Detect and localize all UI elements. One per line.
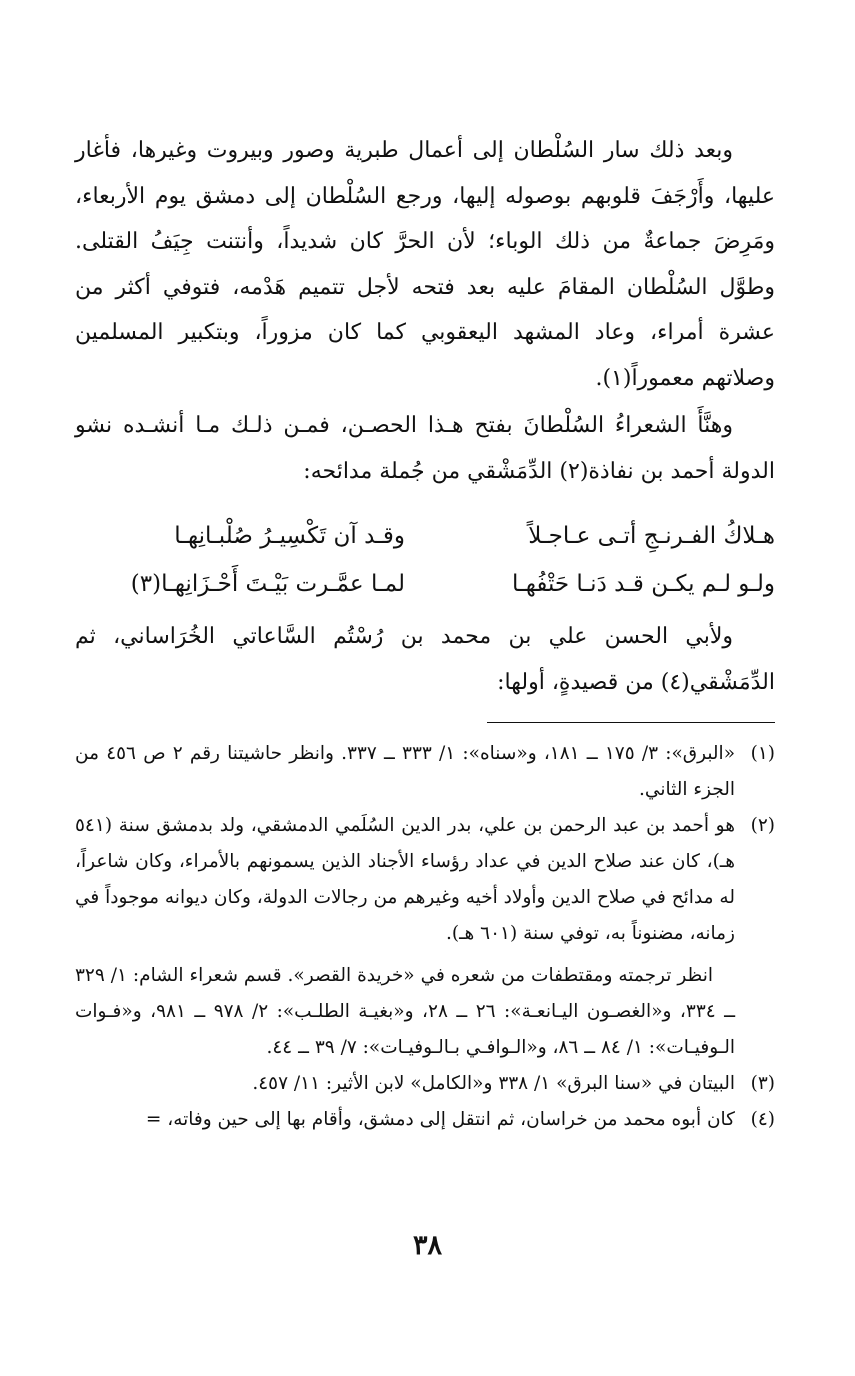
footnote-number: (٢) — [750, 815, 775, 836]
footnotes — [75, 736, 775, 1138]
verse-2-second-hemistich: لمـا عمَّـرت بَيْـتَ أَحْـزَانِهـا(٣) — [130, 571, 405, 597]
footnote-number: (٤) — [750, 1109, 775, 1130]
footnote-2 — [75, 808, 775, 952]
page-number: ٣٨ — [412, 1230, 442, 1261]
footnote-3 — [75, 1066, 775, 1102]
paragraph-3: ولأبي الحسن علي بن محمد بن رُسْتُم السَّاعاتي الخُرَاساني، ثم الدِّمَشْقي(٤) من قصيدةٍ، أولها: — [75, 624, 775, 695]
main-text — [75, 128, 775, 705]
verse-1-first-hemistich: هـلاكُ الفـرنـجِ أتـى عـاجـلاً — [528, 523, 775, 549]
verse-1 — [75, 512, 775, 560]
footnote-1 — [75, 736, 775, 808]
footnote-divider — [487, 722, 775, 723]
footnote-number: (١) — [750, 743, 776, 764]
footnote-text: كان أبوه محمد من خراسان، ثم انتقل إلى دمشق، وأقام بها إلى حين وفاته، = — [145, 1109, 735, 1130]
footnote-text: هو أحمد بن عبد الرحمن بن علي، بدر الدين السُلَمي الدمشقي، ولد بدمشق سنة (٥٤١ هـ)، كان عند صلاح الدين في عداد رؤساء الأجناد الذين يسمونهم بالأمراء، وكان شاعراً، له مدائح في صلاح الدين وأولاد أخيه وغيرهم من رجالات الدولة، وكان ديوانه موجوداً في زمانه، مضنوناً به، توفي سنة (٦٠١ هـ). — [75, 815, 735, 944]
footnote-number: (٣) — [750, 1073, 775, 1094]
paragraph-1: وبعد ذلك سار السُلْطان إلى أعمال طبرية وصور وبيروت وغيرها، فأغار عليها، وأَرْجَفَ قلوبهم بوصوله إليها، ورجع السُلْطان إلى دمشق يوم الأربعاء، ومَرِضَ جماعةٌ من ذلك الوباء؛ لأن الحرَّ كان شديداً، وأنتنت جِيَفُ القتلى. وطوَّل السُلْطان المقامَ عليه بعد فتحه لأجل تتميم هَدْمه، فتوفي أكثر من عشرة أمراء، وعاد المشهد اليعقوبي كما كان مزوراً، وبتكبير المسلمين وصلاتهم معموراً(١). — [75, 138, 775, 391]
footnote-2-continuation: انظر ترجمته ومقتطفات من شعره في «خريدة القصر». قسم شعراء الشام: ١/ ٣٢٩ ــ ٣٣٤، و«الغصـون اليـانعـة»: ٢٦ ــ ٢٨، و«بغيـة الطلـب»: ٢/ ٩٧٨ ــ ٩٨١، و«فـوات الـوفيـات»: ١/ ٨٤ ــ ٨٦، و«الـوافـي بـالـوفيـات»: ٧/ ٣٩ ــ ٤٤. — [75, 965, 736, 1058]
footnote-4 — [75, 1102, 775, 1138]
verse-2 — [75, 560, 775, 608]
verse-2-first-hemistich: ولـو لـم يكـن قـد دَنـا حَتْفُهـا — [511, 571, 775, 597]
verse-1-second-hemistich: وقـد آن تَكْسِيـرُ صُلْبـانِهـا — [174, 523, 405, 549]
footnote-text: «البرق»: ٣/ ١٧٥ ــ ١٨١، و«سناه»: ١/ ٣٣٣ ــ ٣٣٧. وانظر حاشيتنا رقم ٢ ص ٤٥٦ من الجزء الثاني. — [75, 743, 736, 800]
footnote-text: البيتان في «سنا البرق» ١/ ٣٣٨ و«الكامل» لابن الأثير: ١١/ ٤٥٧. — [252, 1073, 735, 1094]
poem-verses — [75, 512, 775, 608]
paragraph-2: وهنَّأَ الشعراءُ السُلْطانَ بفتح هـذا الحصـن، فمـن ذلـك مـا أنشـده نشو الدولة أحمد بن نفاذة(٢) الدِّمَشْقي من جُملة مدائحه: — [75, 413, 775, 484]
